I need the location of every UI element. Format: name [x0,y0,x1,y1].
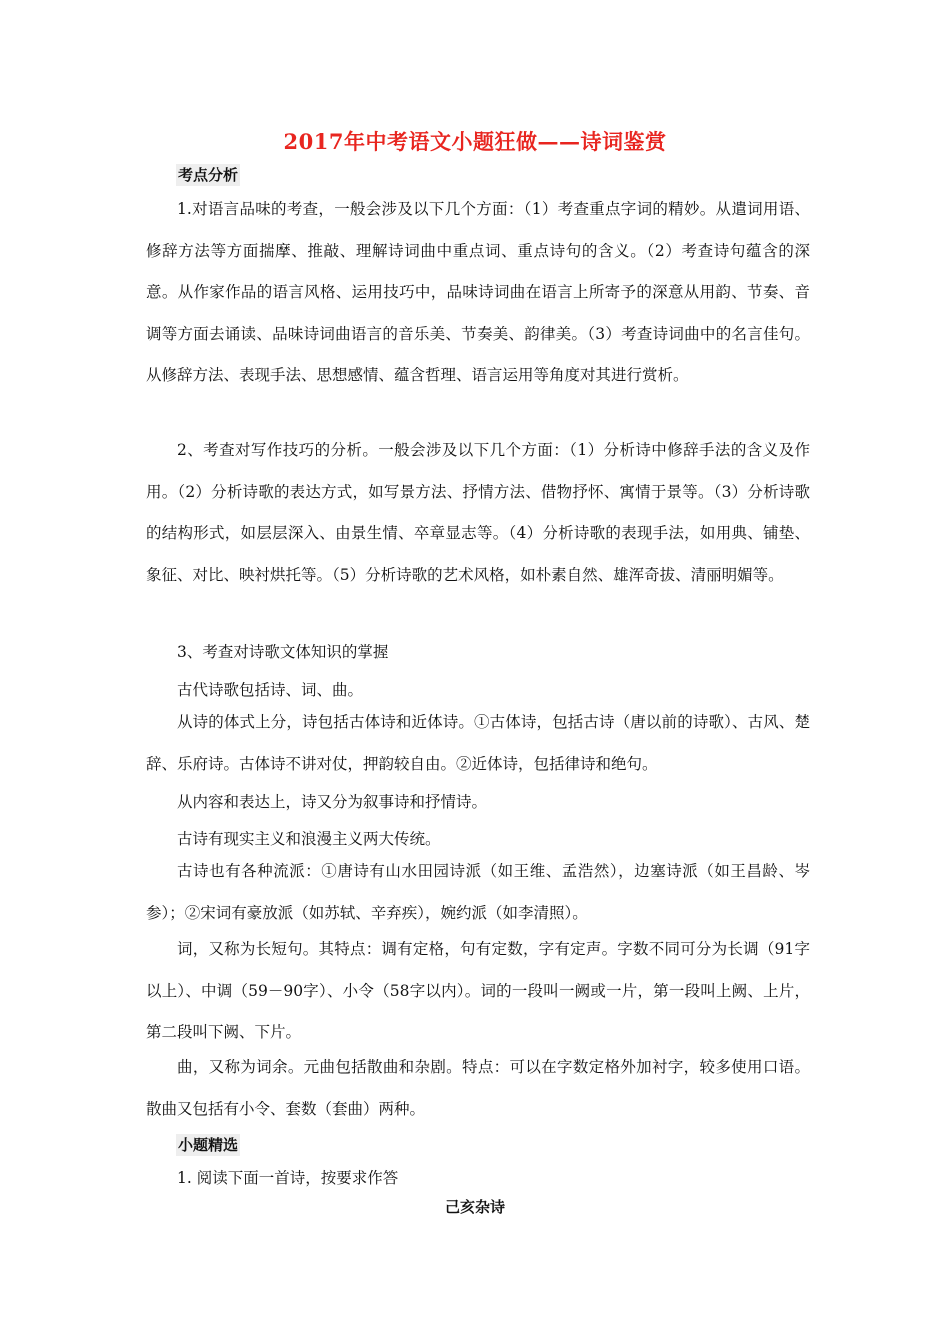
paragraph-genre-heading: 3、考查对诗歌文体知识的掌握 [177,643,389,661]
paragraph-schools: 古诗也有各种流派：①唐诗有山水田园诗派（如王维、孟浩然），边塞诗派（如王昌龄、岑参）；②宋词有豪放派（如苏轼、辛弃疾），婉约派（如李清照）。 [146,862,810,922]
paragraph-ci: 词，又称为长短句。其特点：调有定格，句有定数，字有定声。字数不同可分为长调（91字以上）、中调（59－90字）、小令（58字以内）。词的一段叫一阙或一片，第一段叫上阙、上片，第二段叫下阙、下片。 [146,940,810,1042]
section-label-analysis: 考点分析 [178,166,239,184]
paragraph-language: 1.对语言品味的考查，一般会涉及以下几个方面：（1）考查重点字词的精妙。从遣词用语、修辞方法等方面揣摩、推敲、理解诗词曲中重点词、重点诗句的含义。（2）考查诗句蕴含的深意。从作家作品的语言风格、运用技巧中，品味诗词曲在语言上所寄予的深意从用韵、节奏、音调等方面去诵读、品味诗词曲语言的音乐美、节奏美、韵律美。（3）考查诗词曲中的名言佳句。从修辞方法、表现手法、思想感情、蕴含哲理、语言运用等角度对其进行赏析。 [146,200,810,385]
paragraph-technique: 2、考查对写作技巧的分析。一般会涉及以下几个方面：（1）分析诗中修辞手法的含义及作用。（2）分析诗歌的表达方式，如写景方法、抒情方法、借物抒怀、寓情于景等。（3）分析诗歌的结构形式，如层层深入、由景生情、卒章显志等。（4）分析诗歌的表现手法，如用典、铺垫、象征、对比、映衬烘托等。（5）分析诗歌的艺术风格，如朴素自然、雄浑奇拔、清丽明媚等。 [146,441,810,584]
paragraph-poem-forms: 从诗的体式上分，诗包括古体诗和近体诗。①古体诗，包括古诗（唐以前的诗歌）、古风、楚辞、乐府诗。古体诗不讲对仗，押韵较自由。②近体诗，包括律诗和绝句。 [146,713,810,773]
paragraph-traditions: 古诗有现实主义和浪漫主义两大传统。 [177,830,441,848]
document-title: 2017年中考语文小题狂做——诗词鉴赏 [283,129,667,154]
section-label-exercises: 小题精选 [178,1136,239,1154]
paragraph-genre-types: 古代诗歌包括诗、词、曲。 [177,681,364,699]
poem-title: 己亥杂诗 [444,1198,505,1216]
paragraph-poem-content: 从内容和表达上，诗又分为叙事诗和抒情诗。 [177,793,488,811]
paragraph-qu: 曲，又称为词余。元曲包括散曲和杂剧。特点：可以在字数定格外加衬字，较多使用口语。散曲又包括有小令、套数（套曲）两种。 [146,1058,810,1118]
question-1-prompt: 1. 阅读下面一首诗，按要求作答 [177,1169,399,1187]
